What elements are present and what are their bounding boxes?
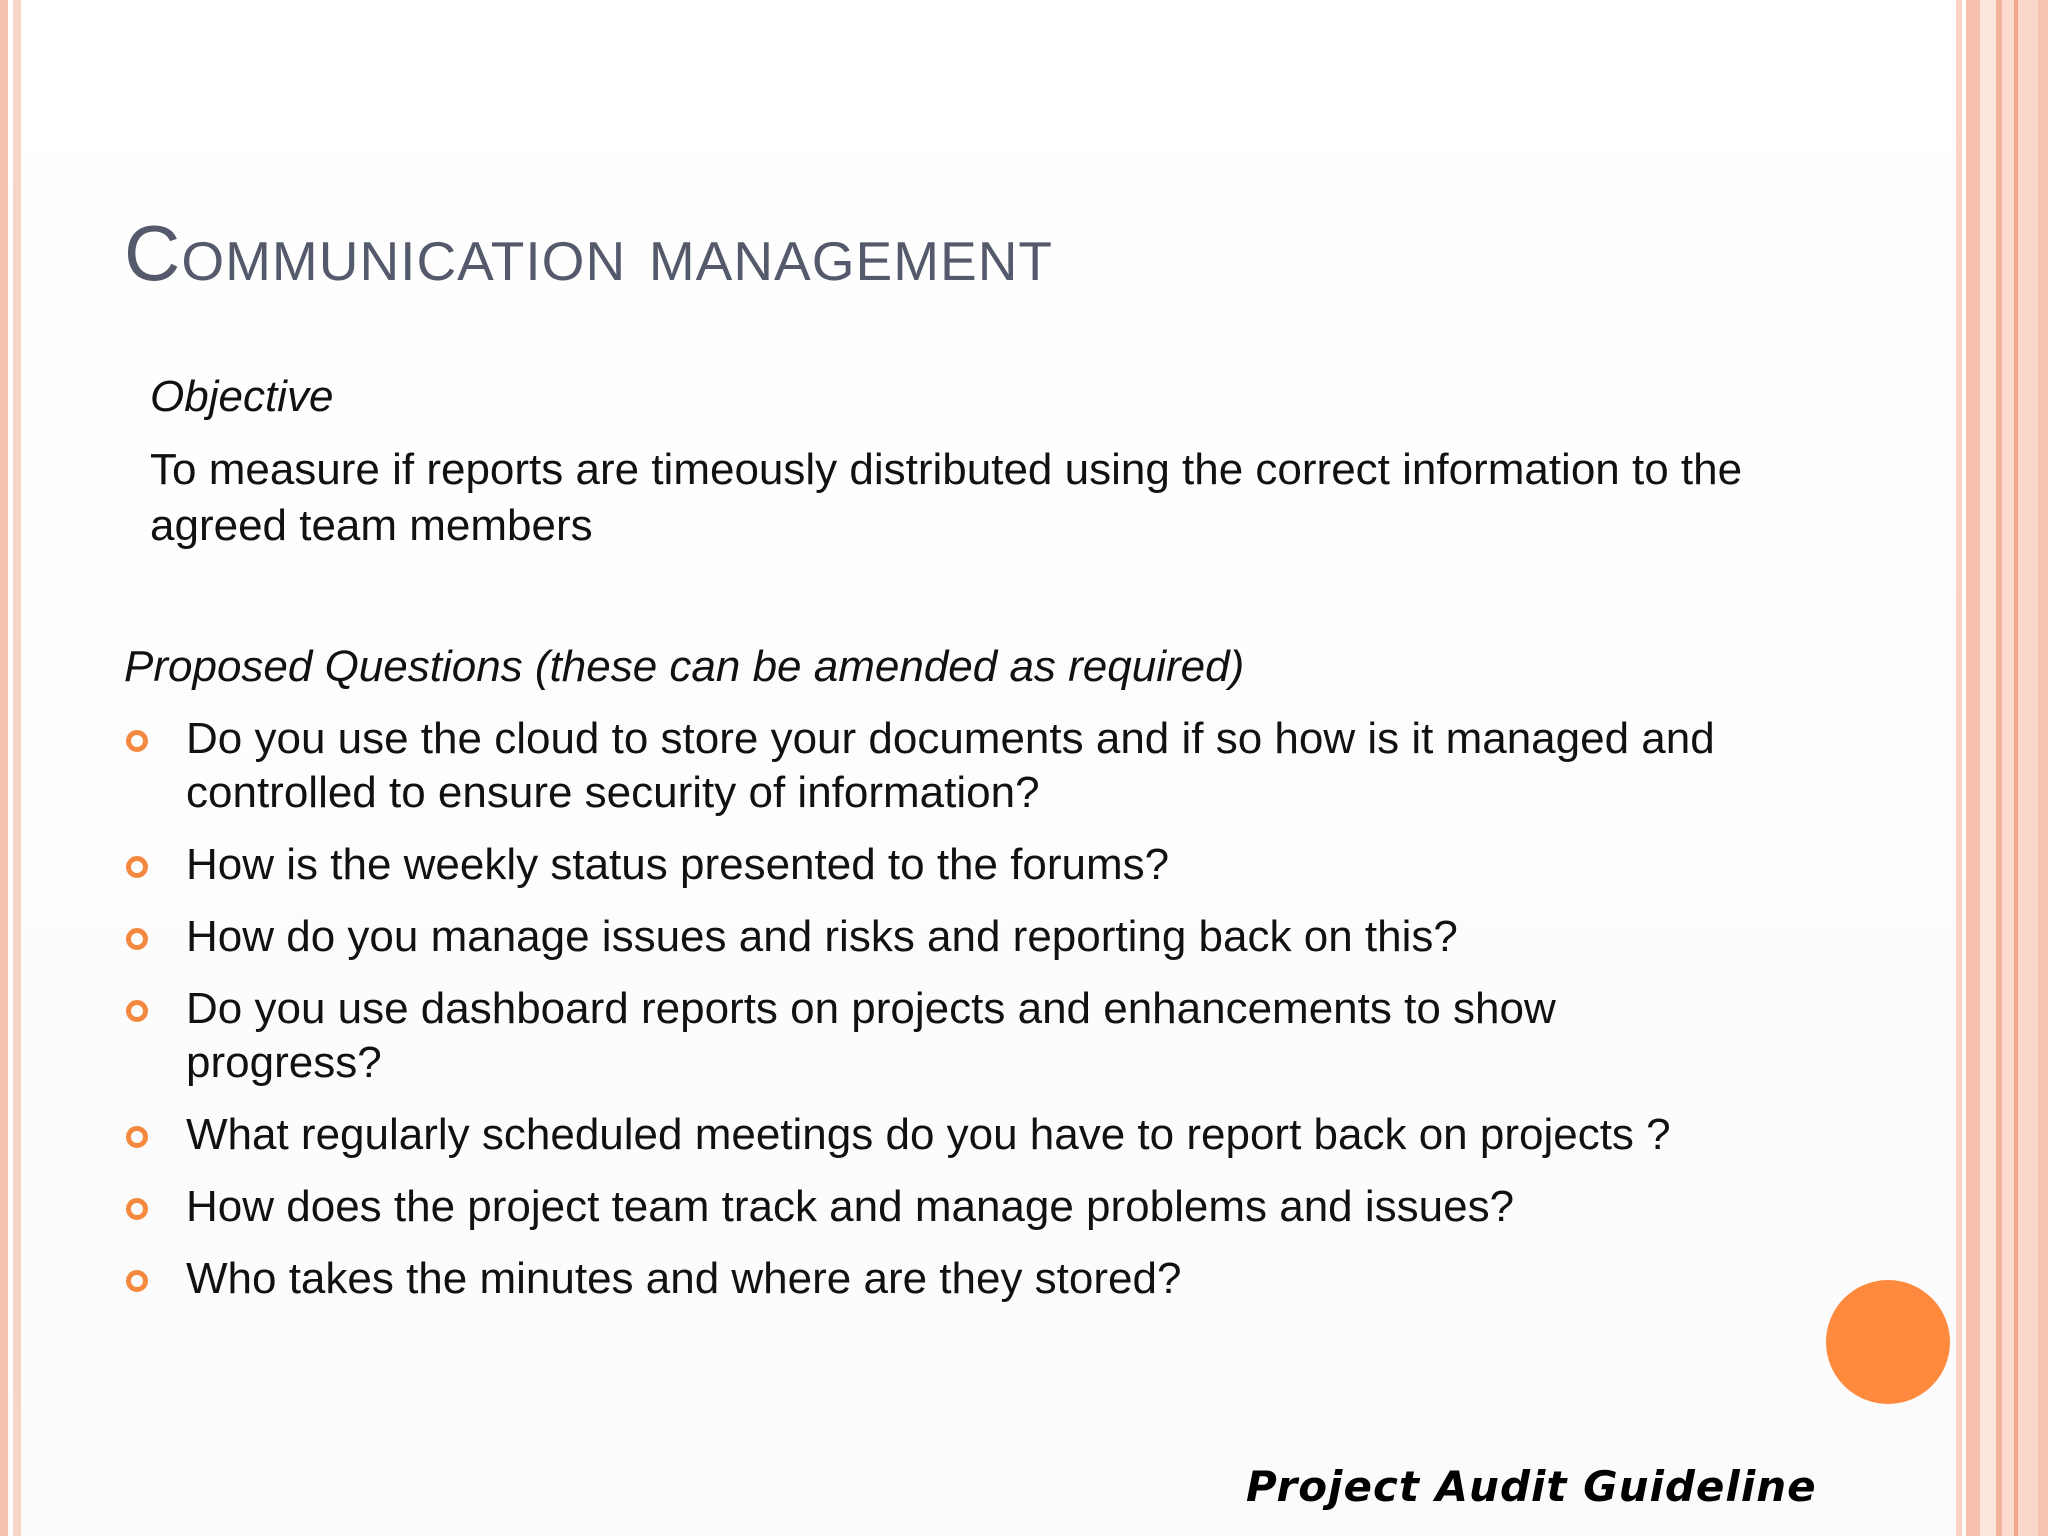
question-item xyxy=(124,982,1744,1090)
question-item xyxy=(124,838,1744,892)
right-stripe xyxy=(1966,0,1980,1536)
right-stripe xyxy=(2002,0,2014,1536)
hollow-circle-bullet-icon xyxy=(126,856,148,878)
question-text: How do you manage issues and risks and reporting back on this? xyxy=(186,912,1458,961)
hollow-circle-bullet-icon xyxy=(126,1270,148,1292)
right-stripe xyxy=(1956,0,1962,1536)
right-stripe xyxy=(2018,0,2038,1536)
question-text: Do you use the cloud to store your documents and if so how is it managed and controlled to ensure security of information? xyxy=(186,714,1715,817)
question-text: How does the project team track and manage problems and issues? xyxy=(186,1182,1515,1231)
question-text: Do you use dashboard reports on projects and enhancements to show progress? xyxy=(186,984,1556,1087)
hollow-circle-bullet-icon xyxy=(126,1000,148,1022)
question-item xyxy=(124,910,1744,964)
left-border-inner xyxy=(13,0,21,1536)
footer-text: Project Audit Guideline xyxy=(1246,1462,1817,1511)
question-text: How is the weekly status presented to the forums? xyxy=(186,840,1170,889)
questions-heading: Proposed Questions (these can be amended as required) xyxy=(124,642,1245,691)
objective-label: Objective xyxy=(150,372,334,421)
question-item xyxy=(124,1252,1744,1306)
objective-text: To measure if reports are timeously distributed using the correct information to the agreed team members xyxy=(150,445,1743,550)
right-stripe xyxy=(1980,0,1996,1536)
left-border xyxy=(0,0,8,1536)
question-item xyxy=(124,1108,1744,1162)
question-text: Who takes the minutes and where are they stored? xyxy=(186,1254,1182,1303)
question-item xyxy=(124,1180,1744,1234)
hollow-circle-bullet-icon xyxy=(126,1198,148,1220)
orange-circle-decoration xyxy=(1826,1280,1950,1404)
hollow-circle-bullet-icon xyxy=(126,730,148,752)
slide-title: Communication management xyxy=(124,209,1054,297)
hollow-circle-bullet-icon xyxy=(126,928,148,950)
questions-list xyxy=(124,712,1744,1324)
question-text: What regularly scheduled meetings do you have to report back on projects ? xyxy=(186,1110,1671,1159)
right-stripe xyxy=(2038,0,2048,1536)
hollow-circle-bullet-icon xyxy=(126,1126,148,1148)
question-item xyxy=(124,712,1744,820)
